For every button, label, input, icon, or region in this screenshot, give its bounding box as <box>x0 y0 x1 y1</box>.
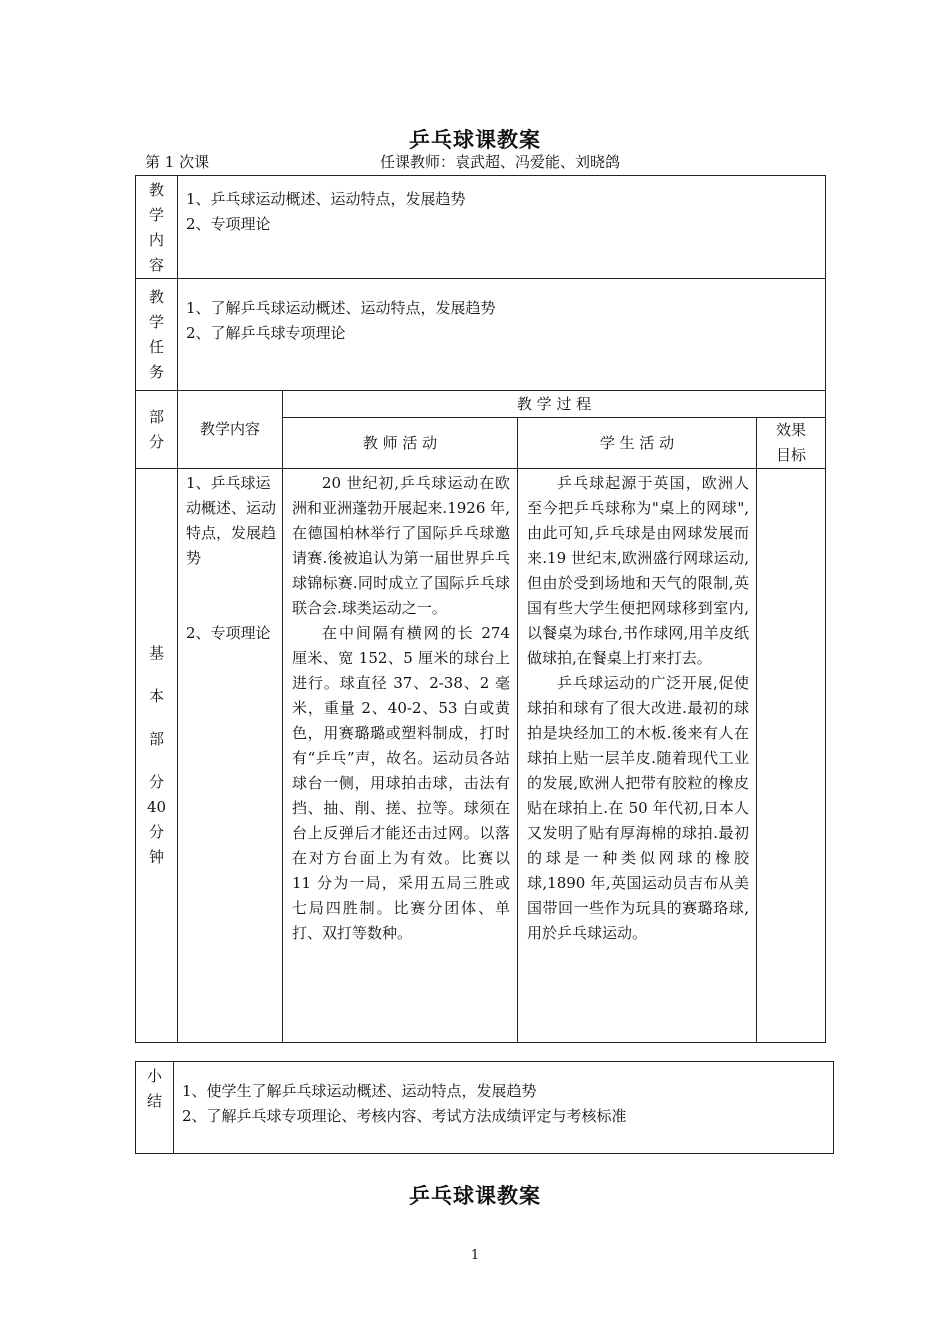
label-char: 学 <box>148 313 164 331</box>
teaching-content-label <box>136 176 178 279</box>
label-char: 容 <box>148 256 164 274</box>
teachers-line: 任课教师：袁武超、冯爱能、刘晓鸽 <box>380 153 621 171</box>
teaching-task-body <box>178 279 826 391</box>
task-line: 1、了解乒乓球运动概述、运动特点，发展趋势 <box>186 299 496 317</box>
label-char: 分 <box>148 773 164 791</box>
label-char: 分 <box>148 432 164 451</box>
lesson-number: 第 1 次课 <box>145 153 210 171</box>
content-item: 2、专项理论 <box>186 624 271 642</box>
teaching-task-label <box>136 279 178 391</box>
summary-label <box>136 1062 174 1154</box>
teacher-paragraph: 20 世纪初,乒乓球运动在欧洲和亚洲蓬勃开展起来.1926 年,在德国柏林举行了国际乒乓球邀请赛.後被追认为第一届世界乒乓球锦标赛.同时成立了国际乒乓球联合会.球类运动之一。 <box>292 474 510 617</box>
next-page-title: 乒乓球课教案 <box>409 1183 541 1208</box>
teacher-activity-cell <box>283 469 518 1043</box>
summary-line: 1、使学生了解乒乓球运动概述、运动特点，发展趋势 <box>182 1082 537 1100</box>
label-char: 分 <box>148 823 164 841</box>
teaching-task-row <box>136 279 826 391</box>
teacher-activity-header: 教 师 活 动 <box>283 418 518 469</box>
student-paragraph: 乒乓球运动的广泛开展,促使球拍和球有了很大改进.最初的球拍是块经加工的木板.後来有人在球拍上贴一层羊皮.随着现代工业的发展,欧洲人把带有胶粒的橡皮贴在球拍上.在 50 年代初,日本人又发明了贴有厚海棉的球拍.最初的球是一种类似网球的橡胶球,1890 年,英国运动员吉布从美国带回一些作为玩具的赛璐珞球,用於乒乓球运动。 <box>527 674 749 942</box>
label-char: 基 <box>148 644 164 662</box>
task-line: 2、了解乒乓球专项理论 <box>186 324 346 342</box>
label-char: 教 <box>148 181 164 199</box>
label-char: 钟 <box>148 848 164 866</box>
process-header-row <box>136 391 826 418</box>
student-activity-header: 学 生 活 动 <box>518 418 757 469</box>
effect-goal-header <box>757 418 826 469</box>
basic-part-content <box>178 469 283 1043</box>
summary-table <box>135 1061 834 1154</box>
teaching-content-body <box>178 176 826 279</box>
page-title: 乒乓球课教案 <box>409 127 541 152</box>
label-char: 结 <box>146 1092 162 1110</box>
basic-part-row <box>136 469 826 1043</box>
label-char: 内 <box>148 231 164 249</box>
label-text: 目标 <box>776 446 807 464</box>
summary-body <box>174 1062 834 1154</box>
process-header: 教 学 过 程 <box>283 391 826 418</box>
label-char: 小 <box>146 1067 162 1085</box>
label-char: 本 <box>148 687 164 705</box>
part-header <box>136 391 178 469</box>
teacher-paragraph: 在中间隔有横网的长 274 厘米、宽 152、5 厘米的球台上进行。球直径 37、2-38、2 毫米，重量 2、40-2、53 白或黄色，用赛璐璐或塑料制成，打时有“乒乓”声，故名。运动员各站球台一侧，用球拍击球，击法有挡、抽、削、搓、拉等。球须在台上反弹后才能还击过网。以落在对方台面上为有效。比赛以 11 分为一局，采用五局三胜或七局四胜制。比赛分团体、单打、双打等数种。 <box>292 624 510 942</box>
summary-line: 2、了解乒乓球专项理论、考核内容、考试方法成绩评定与考核标准 <box>182 1107 627 1125</box>
lesson-plan-table <box>135 175 826 1043</box>
label-char: 务 <box>148 363 164 381</box>
label-char: 部 <box>148 730 164 748</box>
student-activity-cell <box>518 469 757 1043</box>
basic-part-label <box>136 469 178 1043</box>
content-line: 1、乒乓球运动概述、运动特点，发展趋势 <box>186 190 466 208</box>
student-paragraph: 乒乓球起源于英国，欧洲人至今把乒乓球称为"桌上的网球",由此可知,乒乓球是由网球发展而来.19 世纪末,欧洲盛行网球运动,但由於受到场地和天气的限制,英国有些大学生便把网球移到室内,以餐桌为球台,书作球网,用羊皮纸做球拍,在餐桌上打来打去。 <box>527 474 749 667</box>
effect-goal-cell <box>757 469 826 1043</box>
label-char: 任 <box>148 338 164 356</box>
label-char: 教 <box>148 288 164 306</box>
summary-row <box>136 1062 834 1154</box>
content-header: 教学内容 <box>178 391 283 469</box>
label-char: 40 <box>146 798 167 816</box>
teaching-content-row <box>136 176 826 279</box>
page-number: 1 <box>470 1248 480 1263</box>
label-char: 学 <box>148 206 164 224</box>
label-text: 效果 <box>776 421 807 439</box>
label-char: 部 <box>148 407 164 426</box>
content-line: 2、专项理论 <box>186 215 271 233</box>
content-item: 1、乒乓球运动概述、运动特点，发展趋势 <box>186 474 277 567</box>
